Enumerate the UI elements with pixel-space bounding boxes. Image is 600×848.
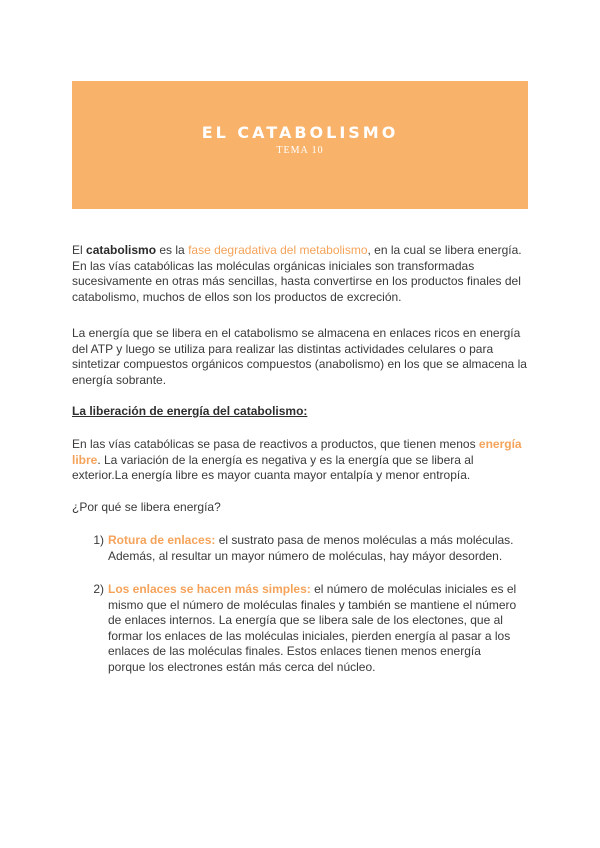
metabolism-phase-link[interactable]: fase degradativa del metabolismo bbox=[188, 243, 368, 257]
catabolismo-term: catabolismo bbox=[86, 243, 157, 257]
list-item-body bbox=[108, 582, 520, 675]
free-energy-term: energía libre bbox=[72, 437, 522, 467]
document-subtitle: TEMA 10 bbox=[276, 145, 324, 156]
list-number: 1) bbox=[93, 533, 104, 547]
list-number: 2) bbox=[93, 582, 104, 596]
energy-storage-paragraph: La energía que se libera en el catabolismo se almacena en enlaces ricos en energía del ATP y luego se utiliza para realizar las distintas actividades celulares o para sintetizar compuestos orgánicos compuestos (anabolismo) en los que se almacena la energía sobrante. bbox=[72, 326, 527, 387]
intro-text-1: El bbox=[72, 243, 87, 257]
intro-paragraph bbox=[72, 243, 528, 305]
title-banner bbox=[72, 81, 528, 209]
free-energy-text-1: En las vías catabólicas se pasa de reactivos a productos, que tienen menos bbox=[72, 437, 479, 451]
question-text: ¿Por qué se libera energía? bbox=[72, 500, 221, 514]
intro-text-3: , en la cual se libera energía. En las vías catabólicas las moléculas orgánicas iniciales son transformadas sucesivamente en otras más sencillas, hasta convertirse en los productos finales del catabolismo, muchos de ellos son los productos de excreción. bbox=[72, 243, 522, 304]
list-item-text: el sustrato pasa de menos moléculas a más moléculas. Además, al resultar un mayor número de moléculas, hay máyor desorden. bbox=[108, 533, 514, 563]
intro-text-2: es la bbox=[156, 243, 189, 257]
document-title: EL CATABOLISMO bbox=[201, 123, 399, 142]
list-item-label: Los enlaces se hacen más simples: bbox=[108, 582, 311, 596]
list-item-label: Rotura de enlaces: bbox=[108, 533, 216, 547]
section-heading: La liberación de energía del catabolismo: bbox=[72, 404, 308, 418]
free-energy-paragraph bbox=[72, 437, 528, 484]
list-item-text: el número de moléculas iniciales es el mismo que el número de moléculas finales y también se mantiene el número de enlaces internos. La energía que se libera sale de los electones, que al formar los enlaces de las moléculas iniciales, pierden energía al pasar a los enlaces de las moléculas finales. Estos enlaces tienen menos energía porque los electrones están más cerca del núcleo. bbox=[108, 582, 517, 674]
free-energy-text-2: . La variación de la energía es negativa y es la energía que se libera al exterior.La energía libre es mayor cuanta mayor entalpía y menor entropía. bbox=[72, 452, 474, 482]
list-item-body bbox=[108, 533, 520, 564]
